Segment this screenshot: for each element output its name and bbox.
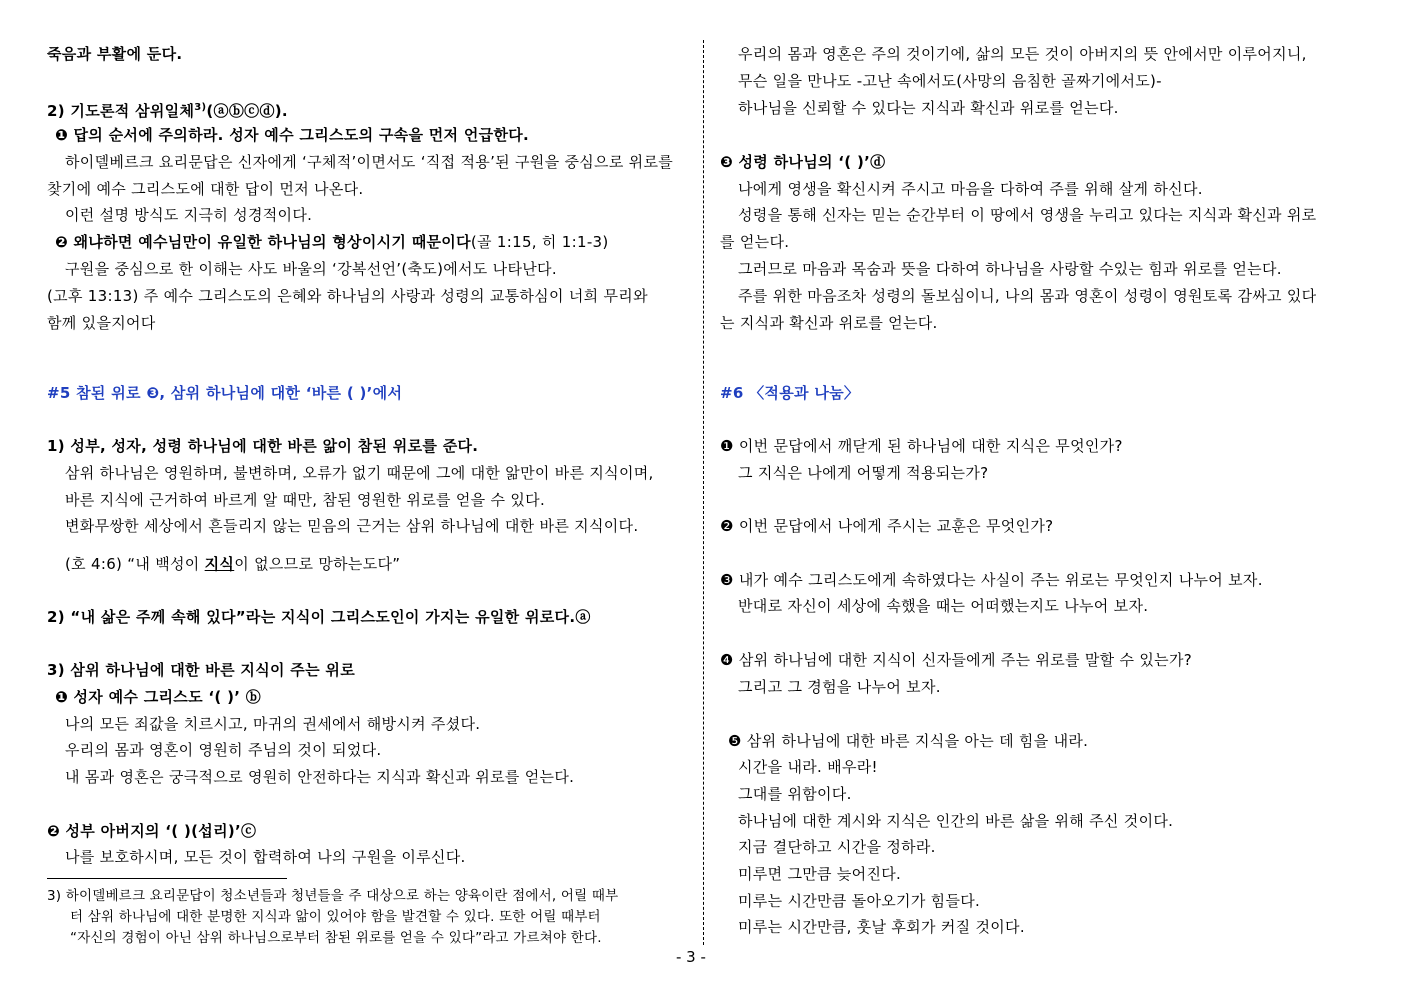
text-line: 죽음과 부활에 둔다.	[47, 45, 183, 63]
text-line: 주를 위한 마음조차 성령의 돌보심이니, 나의 몸과 영혼이 성령이 영원토록 감싸고 있다	[738, 287, 1317, 305]
text-line: 나를 보호하시며, 모든 것이 합력하여 나의 구원을 이루신다.	[65, 848, 466, 866]
scripture-ref: (골 1:15, 히 1:1-3)	[470, 233, 609, 251]
text-line: 이런 설명 방식도 지극히 성경적이다.	[65, 206, 313, 224]
text-line: 변화무쌍한 세상에서 흔들리지 않는 믿음의 근거는 삼위 하나님에 대한 바른 지식이다.	[65, 517, 639, 535]
point-heading: ❷ 성부 아버지의 ‘( )(섭리)’ⓒ	[47, 822, 257, 840]
text-line: 그러므로 마음과 목숨과 뜻을 다하여 하나님을 사랑할 수있는 힘과 위로를 얻는다.	[738, 260, 1282, 278]
text-line: 삼위 하나님은 영원하며, 불변하며, 오류가 없기 때문에 그에 대한 앎만이 바른 지식이며,	[65, 464, 654, 482]
quote-part: (호 4:6) “내 백성이	[65, 555, 205, 573]
scripture-quote	[65, 553, 400, 575]
text-line: 우리의 몸과 영혼이 영원히 주님의 것이 되었다.	[65, 741, 382, 759]
question-line: 미루면 그만큼 늦어진다.	[738, 865, 902, 883]
heading-tail: (ⓐⓑⓒⓓ).	[206, 102, 288, 120]
section-heading	[47, 97, 288, 122]
quote-emphasis: 지식	[204, 555, 235, 573]
question: ❺ 삼위 하나님에 대한 바른 지식을 아는 데 힘을 내라.	[728, 732, 1089, 750]
subheading: 3) 삼위 하나님에 대한 바른 지식이 주는 위로	[47, 661, 355, 679]
page-number: - 3 -	[676, 948, 706, 966]
question-line: 그 지식은 나에게 어떻게 적용되는가?	[738, 464, 989, 482]
footnote-line: “자신의 경험이 아닌 삼위 하나님으로부터 참된 위로를 얻을 수 있다”라고 가르쳐야 한다.	[70, 930, 602, 946]
quote-part: 이 없으므로 망하는도다”	[234, 555, 401, 573]
question-line: 그대를 위함이다.	[738, 785, 852, 803]
question-line: 반대로 자신이 세상에 속했을 때는 어떠했는지도 나누어 보자.	[738, 597, 1149, 615]
point-heading	[55, 231, 609, 253]
text-line: 나의 모든 죄값을 치르시고, 마귀의 권세에서 해방시켜 주셨다.	[65, 715, 481, 733]
footnote-line: 3) 하이델베르크 요리문답이 청소년들과 청년들을 주 대상으로 하는 양육이란 점에서, 어릴 때부	[47, 888, 619, 904]
text-line: 함께 있을지어다	[47, 314, 156, 332]
question: ❸ 내가 예수 그리스도에게 속하였다는 사실이 주는 위로는 무엇인지 나누어 보자.	[720, 571, 1263, 589]
text-line: (고후 13:13) 주 예수 그리스도의 은혜와 하나님의 사랑과 성령의 교통하심이 너희 무리와	[47, 287, 648, 305]
section-title: #6 〈적용과 나눔〉	[720, 384, 860, 402]
footnote-line: 터 삼위 하나님에 대한 분명한 지식과 앎이 있어야 함을 발견할 수 있다. 또한 어릴 때부터	[70, 909, 601, 925]
heading-text: 2) 기도론적 삼위일체	[47, 102, 195, 120]
column-divider	[703, 40, 704, 945]
point-heading: ❶ 답의 순서에 주의하라. 성자 예수 그리스도의 구속을 먼저 언급한다.	[55, 126, 530, 144]
text-line: 내 몸과 영혼은 궁극적으로 영원히 안전하다는 지식과 확신과 위로를 얻는다.	[65, 768, 575, 786]
point-heading: ❶ 성자 예수 그리스도 ‘( )’ ⓑ	[55, 688, 262, 706]
question-line: 지금 결단하고 시간을 정하라.	[738, 838, 936, 856]
question: ❷ 이번 문답에서 나에게 주시는 교훈은 무엇인가?	[720, 517, 1054, 535]
text-line: 바른 지식에 근거하여 바르게 알 때만, 참된 영원한 위로를 얻을 수 있다.	[65, 491, 546, 509]
subheading: 2) “내 삶은 주께 속해 있다”라는 지식이 그리스도인이 가지는 유일한 위로다.ⓐ	[47, 608, 591, 626]
text-line: 하나님을 신뢰할 수 있다는 지식과 확신과 위로를 얻는다.	[738, 99, 1119, 117]
text-line: 는 지식과 확신과 위로를 얻는다.	[720, 314, 938, 332]
point-heading: ❸ 성령 하나님의 ‘( )’ⓓ	[720, 153, 886, 171]
text-line: 우리의 몸과 영혼은 주의 것이기에, 삶의 모든 것이 아버지의 뜻 안에서만 이루어지니,	[738, 45, 1307, 63]
section-title: #5 참된 위로 ❸, 삼위 하나님에 대한 ‘바른 ( )’에서	[47, 384, 403, 402]
question: ❶ 이번 문답에서 깨닫게 된 하나님에 대한 지식은 무엇인가?	[720, 437, 1123, 455]
question-line: 하나님에 대한 계시와 지식은 인간의 바른 삶을 위해 주신 것이다.	[738, 812, 1174, 830]
text-line: 구원을 중심으로 한 이해는 사도 바울의 ‘강복선언’(축도)에서도 나타난다.	[65, 260, 557, 278]
question-line: 시간을 내라. 배우라!	[738, 758, 878, 776]
footnote-divider	[47, 878, 287, 879]
text-line: 찾기에 예수 그리스도에 대한 답이 먼저 나온다.	[47, 180, 364, 198]
point-text: ❷ 왜냐하면 예수님만이 유일한 하나님의 형상이시기 때문이다	[55, 233, 471, 251]
question-line: 미루는 시간만큼, 훗날 후회가 커질 것이다.	[738, 918, 1025, 936]
text-line: 나에게 영생을 확신시켜 주시고 마음을 다하여 주를 위해 살게 하신다.	[738, 180, 1203, 198]
question: ❹ 삼위 하나님에 대한 지식이 신자들에게 주는 위로를 말할 수 있는가?	[720, 651, 1193, 669]
footnote-ref[interactable]: 3)	[194, 102, 207, 113]
text-line: 무슨 일을 만나도 -고난 속에서도(사망의 음침한 골짜기에서도)-	[738, 72, 1162, 90]
text-line: 를 얻는다.	[720, 233, 790, 251]
question-line: 그리고 그 경험을 나누어 보자.	[738, 678, 941, 696]
text-line: 성령을 통해 신자는 믿는 순간부터 이 땅에서 영생을 누리고 있다는 지식과 확신과 위로	[738, 206, 1317, 224]
text-line: 하이델베르크 요리문답은 신자에게 ‘구체적’이면서도 ‘직접 적용’된 구원을 중심으로 위로를	[65, 153, 674, 171]
question-line: 미루는 시간만큼 돌아오기가 힘들다.	[738, 892, 981, 910]
subheading: 1) 성부, 성자, 성령 하나님에 대한 바른 앎이 참된 위로를 준다.	[47, 437, 479, 455]
